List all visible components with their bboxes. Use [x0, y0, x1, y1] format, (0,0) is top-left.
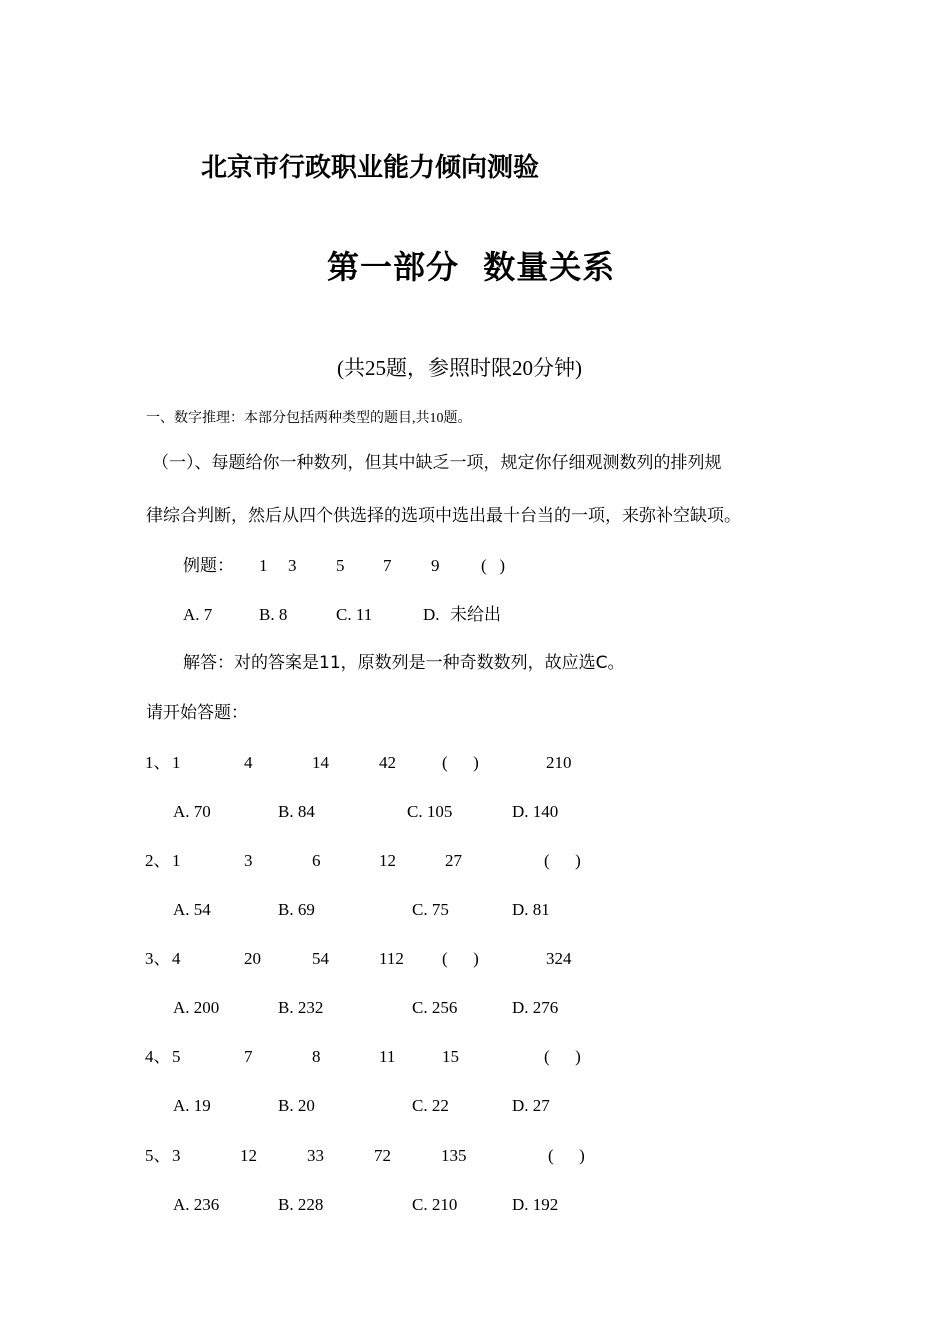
sequence-term: 1 — [172, 753, 181, 772]
option-d: D. 27 — [512, 1096, 550, 1115]
option-c: C. 210 — [412, 1195, 458, 1214]
question-5-sequence — [0, 1145, 950, 1167]
sequence-term: 33 — [307, 1146, 324, 1165]
example-term: 5 — [336, 556, 345, 575]
start-prompt: 请开始答题： — [146, 703, 248, 723]
section-intro: 一、数字推理：本部分包括两种类型的题目,共10题。 — [146, 411, 472, 426]
option-a: A. 54 — [173, 900, 211, 919]
sequence-term: 210 — [546, 753, 572, 772]
example-option-b: B. 8 — [259, 605, 288, 624]
sequence-blank: ( ) — [548, 1146, 585, 1165]
option-d: D. 81 — [512, 900, 550, 919]
question-1-options — [0, 801, 950, 823]
instruction-line-1: （一）、每题给你一种数列，但其中缺乏一项，规定你仔细观测数列的排列规 — [152, 453, 722, 473]
sequence-term: 5 — [172, 1047, 181, 1066]
sequence-blank: ( ) — [442, 949, 479, 968]
sequence-term: 27 — [445, 851, 462, 870]
sequence-blank: ( ) — [442, 753, 479, 772]
sequence-term: 8 — [312, 1047, 321, 1066]
sequence-term: 3 — [172, 1146, 181, 1165]
example-answer: 解答：对的答案是11，原数列是一种奇数数列，故应选C。 — [183, 653, 625, 673]
part-note: (共25题，参照时限20分钟) — [337, 356, 582, 380]
option-b: B. 69 — [278, 900, 315, 919]
question-3-sequence — [0, 948, 950, 970]
question-4-sequence — [0, 1046, 950, 1068]
example-term: 3 — [288, 556, 297, 575]
sequence-term: 14 — [312, 753, 329, 772]
sequence-term: 54 — [312, 949, 329, 968]
option-c: C. 105 — [407, 802, 453, 821]
option-a: A. 19 — [173, 1096, 211, 1115]
question-number: 3、 — [145, 949, 171, 968]
option-d: D. 276 — [512, 998, 559, 1017]
example-option-d-text: 未给出 — [450, 605, 501, 625]
example-option-c: C. 11 — [336, 605, 373, 624]
sequence-term: 3 — [244, 851, 253, 870]
question-1-sequence — [0, 752, 950, 774]
sequence-term: 72 — [374, 1146, 391, 1165]
option-b: B. 232 — [278, 998, 324, 1017]
document-title: 北京市行政职业能力倾向测验 — [201, 153, 540, 183]
example-blank: ( ) — [481, 556, 506, 575]
option-c: C. 256 — [412, 998, 458, 1017]
option-a: A. 236 — [173, 1195, 220, 1214]
sequence-term: 4 — [172, 949, 181, 968]
example-option-d: D. — [423, 605, 440, 624]
sequence-term: 112 — [379, 949, 404, 968]
sequence-term: 4 — [244, 753, 253, 772]
option-a: A. 200 — [173, 998, 220, 1017]
instruction-line-2: 律综合判断，然后从四个供选择的选项中选出最十台当的一项，来弥补空缺项。 — [146, 506, 741, 526]
example-sequence — [0, 555, 950, 577]
sequence-term: 135 — [441, 1146, 467, 1165]
example-term: 1 — [259, 556, 268, 575]
option-b: B. 84 — [278, 802, 315, 821]
sequence-term: 11 — [379, 1047, 396, 1066]
option-b: B. 20 — [278, 1096, 315, 1115]
sequence-term: 20 — [244, 949, 261, 968]
sequence-blank: ( ) — [544, 1047, 581, 1066]
sequence-term: 42 — [379, 753, 396, 772]
option-d: D. 192 — [512, 1195, 559, 1214]
sequence-term: 1 — [172, 851, 181, 870]
question-number: 4、 — [145, 1047, 171, 1066]
option-c: C. 22 — [412, 1096, 449, 1115]
option-a: A. 70 — [173, 802, 211, 821]
question-3-options — [0, 997, 950, 1019]
question-2-sequence — [0, 850, 950, 872]
example-term: 9 — [431, 556, 440, 575]
sequence-term: 15 — [442, 1047, 459, 1066]
option-d: D. 140 — [512, 802, 559, 821]
question-5-options — [0, 1194, 950, 1216]
sequence-blank: ( ) — [544, 851, 581, 870]
question-number: 5、 — [145, 1146, 171, 1165]
sequence-term: 12 — [379, 851, 396, 870]
example-term: 7 — [383, 556, 392, 575]
example-options — [0, 604, 950, 626]
question-number: 2、 — [145, 851, 171, 870]
example-option-a: A. 7 — [183, 605, 213, 624]
option-c: C. 75 — [412, 900, 449, 919]
option-b: B. 228 — [278, 1195, 324, 1214]
part-title: 第一部分 数量关系 — [327, 248, 616, 286]
question-number: 1、 — [145, 753, 171, 772]
sequence-term: 12 — [240, 1146, 257, 1165]
example-label: 例题： — [183, 556, 234, 576]
sequence-term: 7 — [244, 1047, 253, 1066]
question-2-options — [0, 899, 950, 921]
sequence-term: 6 — [312, 851, 321, 870]
question-4-options — [0, 1095, 950, 1117]
sequence-term: 324 — [546, 949, 572, 968]
